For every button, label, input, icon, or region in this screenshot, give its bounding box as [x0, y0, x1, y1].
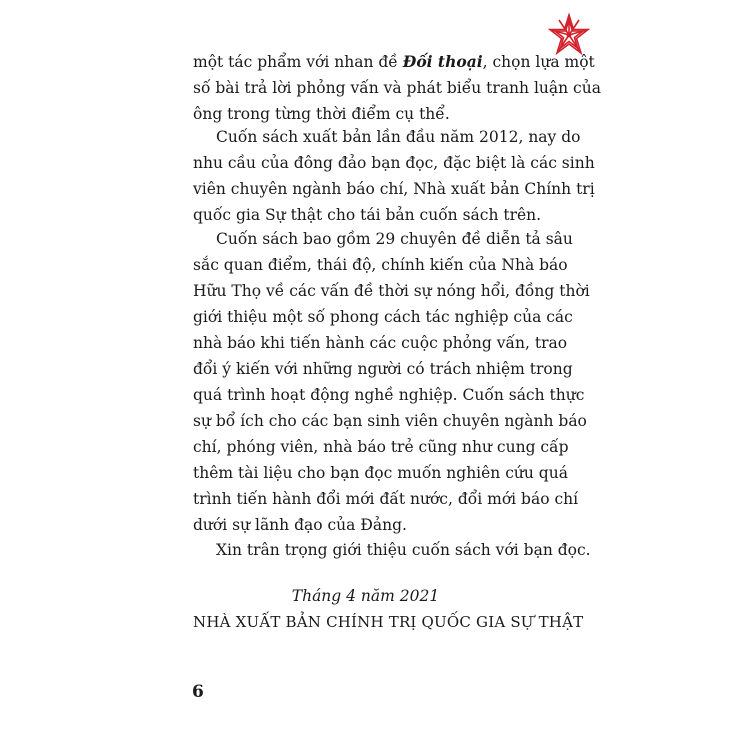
text-line: Hữu Thọ về các vấn đề thời sự nóng hổi, đồng thời — [193, 282, 590, 300]
publisher-logo-icon — [546, 12, 592, 58]
text-line: trình tiến hành đổi mới đất nước, đổi mới báo chí — [193, 490, 579, 508]
book-title-emphasis: Đối thoại — [402, 52, 483, 71]
text-line: sự bổ ích cho các bạn sinh viên chuyên ngành báo — [193, 412, 587, 430]
text-line: nhu cầu của đông đảo bạn đọc, đặc biệt là các sinh — [193, 154, 595, 172]
signature-publisher: NHÀ XUẤT BẢN CHÍNH TRỊ QUỐC GIA SỰ THẬT — [193, 613, 584, 631]
text-line: một tác phẩm với nhan đề Đối thoại, chọn lựa một — [193, 52, 595, 71]
text-line: nhà báo khi tiến hành các cuộc phỏng vấn, trao — [193, 334, 568, 352]
text-line: chí, phóng viên, nhà báo trẻ cũng như cung cấp — [193, 438, 569, 456]
page-number: 6 — [192, 682, 204, 702]
text-line: viên chuyên ngành báo chí, Nhà xuất bản Chính trị — [193, 180, 595, 198]
text-line: ông trong từng thời điểm cụ thể. — [193, 105, 450, 123]
text-line: số bài trả lời phỏng vấn và phát biểu tranh luận của — [193, 79, 601, 97]
text-line: dưới sự lãnh đạo của Đảng. — [193, 516, 407, 534]
text-line: quá trình hoạt động nghề nghiệp. Cuốn sách thực — [193, 386, 585, 404]
text-line: Xin trân trọng giới thiệu cuốn sách với bạn đọc. — [216, 541, 591, 559]
text-line: quốc gia Sự thật cho tái bản cuốn sách trên. — [193, 206, 542, 224]
signature-date: Tháng 4 năm 2021 — [291, 587, 440, 605]
text-line: giới thiệu một số phong cách tác nghiệp của các — [193, 308, 573, 326]
text-line: sắc quan điểm, thái độ, chính kiến của Nhà báo — [193, 256, 568, 274]
text-line: Cuốn sách xuất bản lần đầu năm 2012, nay do — [216, 128, 581, 146]
text-line: đổi ý kiến với những người có trách nhiệm trong — [193, 360, 573, 378]
text-line: thêm tài liệu cho bạn đọc muốn nghiên cứu quá — [193, 464, 568, 482]
text-line: Cuốn sách bao gồm 29 chuyên đề diễn tả sâu — [216, 230, 573, 248]
